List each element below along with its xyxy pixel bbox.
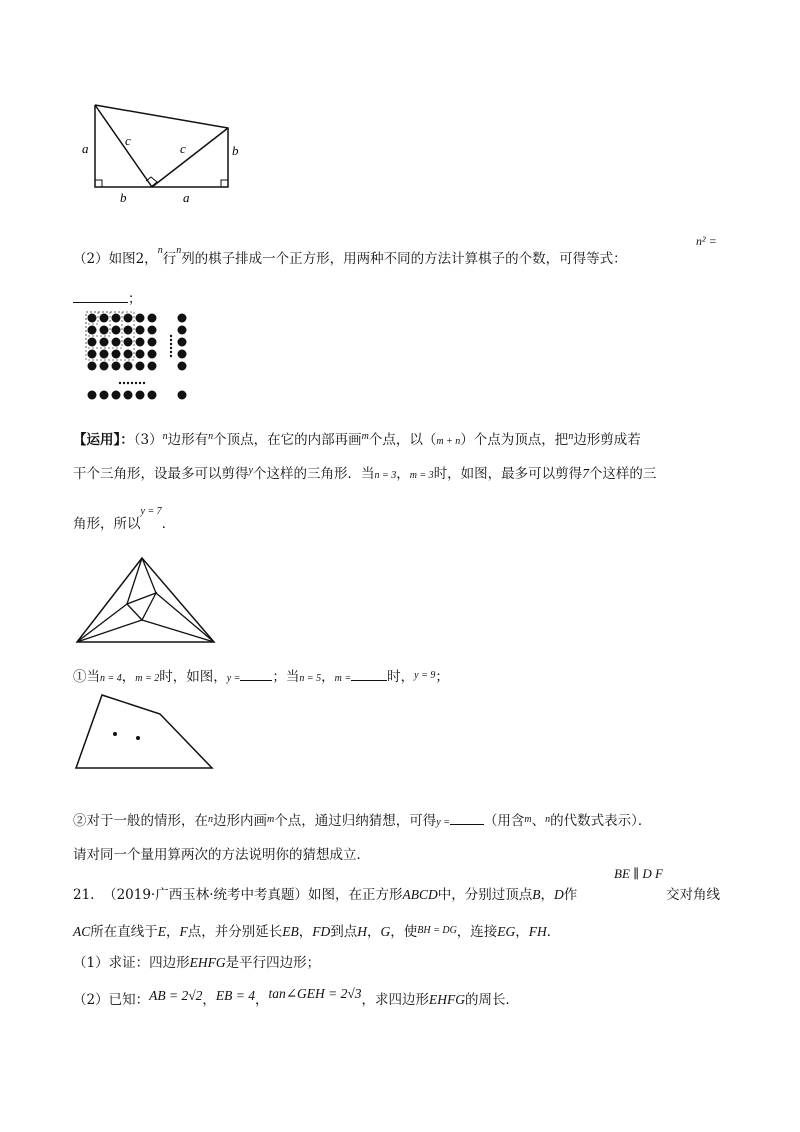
- chess-piece: [100, 314, 109, 323]
- chess-piece: [170, 343, 172, 345]
- label-c-left: c: [125, 133, 131, 148]
- chess-piece: [124, 362, 133, 371]
- question-1-line: ①当n = 4，m = 2时，如图，y = ；当n = 5，m = 时，$^{y = 9}$；: [73, 669, 449, 685]
- part2-answer-line: ；: [73, 287, 142, 307]
- part3-line1: 【运用】：$(3)^n$边形有$^n$个顶点，在它的内部再画$^m$个点，以（m + n）个点为顶点，把$^n$边形剪成若: [73, 431, 641, 448]
- chess-piece: [124, 350, 133, 359]
- chess-piece: [123, 382, 125, 384]
- chess-piece: [178, 391, 187, 400]
- chess-piece: [88, 391, 97, 400]
- chess-piece: [178, 326, 187, 335]
- chess-piece: [88, 338, 97, 347]
- chess-piece: [131, 382, 133, 384]
- chess-piece: [135, 382, 137, 384]
- chess-piece: [124, 326, 133, 335]
- problem-21-part1: （1）求证：四边形EHFG是平行四边形；: [73, 955, 321, 971]
- problem-21-cross: 交对角线: [666, 887, 720, 903]
- chess-piece: [124, 314, 133, 323]
- chess-piece: [112, 391, 121, 400]
- chess-piece: [124, 338, 133, 347]
- figure-quadrilateral: [72, 690, 217, 772]
- chess-piece: [88, 314, 97, 323]
- chess-piece: [88, 350, 97, 359]
- figure-trapezoid: [70, 95, 245, 210]
- chess-piece: [112, 362, 121, 371]
- chess-piece: [136, 350, 145, 359]
- chess-piece: [100, 338, 109, 347]
- chess-piece: [178, 314, 187, 323]
- chess-piece: [100, 362, 109, 371]
- chess-piece: [148, 338, 157, 347]
- part2-equation: n² =: [696, 234, 717, 248]
- chess-piece: [178, 338, 187, 347]
- chess-piece: [148, 314, 157, 323]
- chess-piece: [127, 382, 129, 384]
- figure-triangle-subdivided: [72, 555, 217, 647]
- chess-piece: [112, 326, 121, 335]
- question-2-line: ②对于一般的情形，在$^n$边形内画$^m$个点，通过归纳猜想，可得y = （用含$^m$、$^n$的代数式表示）．: [73, 813, 652, 829]
- chess-piece: [119, 382, 121, 384]
- problem-21-parallel: BE ∥ D F: [614, 866, 663, 881]
- chess-piece: [88, 362, 97, 371]
- chess-piece: [112, 314, 121, 323]
- label-b-bottom: b: [120, 190, 127, 205]
- label-a-bottom: a: [183, 190, 190, 205]
- label-b-right: b: [232, 143, 239, 158]
- chess-piece: [139, 382, 141, 384]
- problem-21-line1: 21. （2019·广西玉林·统考中考真题）如图，在正方形ABCD中，分别过顶点B，D作: [73, 887, 578, 903]
- chess-piece: [178, 362, 187, 371]
- chess-piece: [124, 391, 133, 400]
- chess-piece: [178, 350, 187, 359]
- chess-piece: [100, 391, 109, 400]
- problem-21-line2: AC所在直线于E，F点，并分别延长EB，FD到点H，G，使$^{BH = DG}$，连接EG，FH．: [73, 924, 561, 940]
- chess-piece: [136, 391, 145, 400]
- chess-piece: [136, 362, 145, 371]
- chess-piece: [148, 326, 157, 335]
- chess-piece: [112, 350, 121, 359]
- chess-piece: [170, 339, 172, 341]
- chess-piece: [148, 362, 157, 371]
- chess-piece: [136, 314, 145, 323]
- chess-piece: [100, 326, 109, 335]
- part2-line: （2）如图2，$^n$行$^n$列的棋子排成一个正方形，用两种不同的方法计算棋子的个数，可得等式：: [73, 245, 627, 267]
- chess-piece: [148, 350, 157, 359]
- chess-piece: [136, 326, 145, 335]
- chess-piece: [170, 351, 172, 353]
- question-2-line2: 请对同一个量用算两次的方法说明你的猜想成立．: [73, 847, 370, 863]
- figure-dot-grid: [82, 310, 202, 402]
- label-a-left: a: [82, 141, 89, 156]
- chess-piece: [143, 382, 145, 384]
- chess-piece: [170, 347, 172, 349]
- chess-piece: [136, 338, 145, 347]
- chess-piece: [170, 355, 172, 357]
- chess-piece: [148, 391, 157, 400]
- part3-line2: 干个三角形，设最多可以剪得$^y$个这样的三角形．当n = 3，m = 3时，如图，最多可以剪得7个这样的三: [73, 465, 657, 482]
- chess-piece: [112, 338, 121, 347]
- problem-21-part2: （2）已知：AB = 2√2，EB = 4，tan∠GEH = 2√3，求四边形EHFG的周长．: [73, 986, 520, 1008]
- chess-piece: [88, 326, 97, 335]
- chess-piece: [170, 335, 172, 337]
- label-c-right: c: [180, 141, 186, 156]
- chess-piece: [100, 350, 109, 359]
- part3-line3: 角形，所以$^{y = 7}$．: [73, 506, 176, 532]
